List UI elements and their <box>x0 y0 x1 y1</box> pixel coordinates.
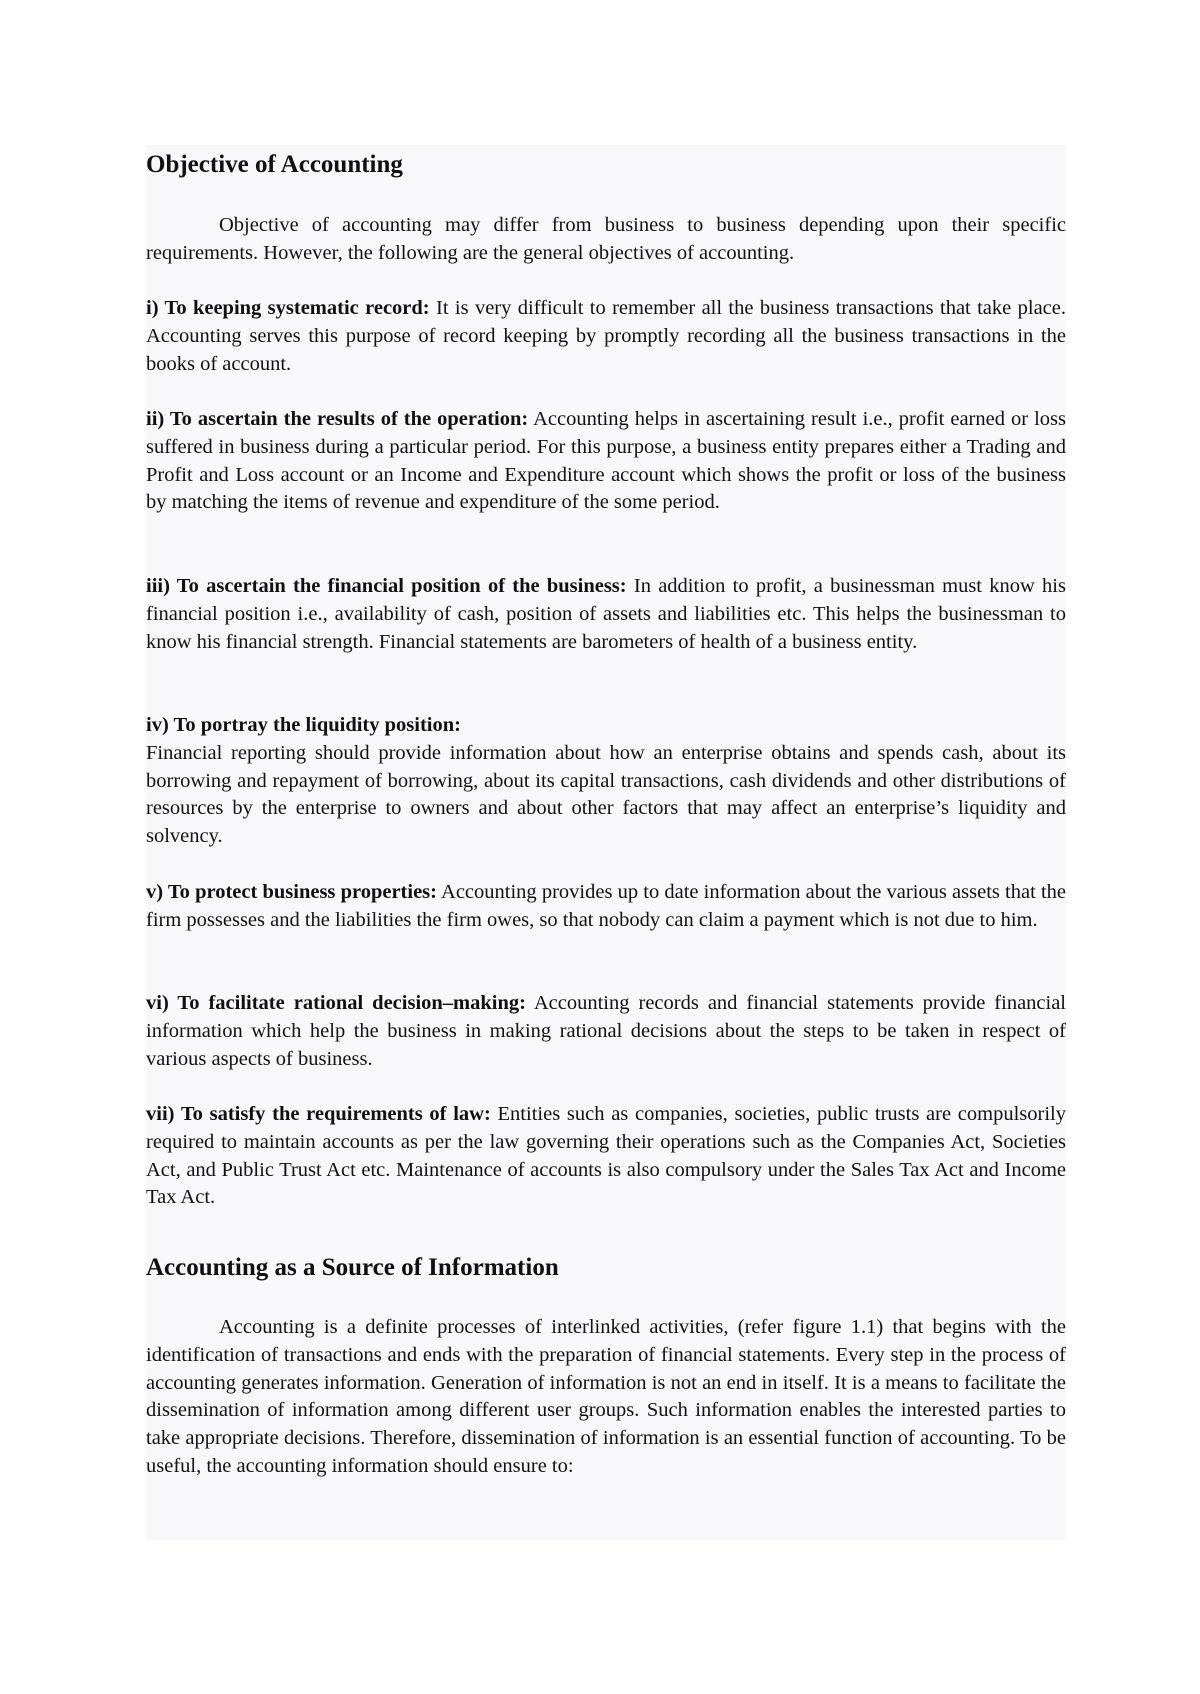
objective-item-2-label: ii) To ascertain the results of the operation: <box>146 408 529 430</box>
objective-item-1 <box>146 295 1066 378</box>
objective-item-6-label: vi) To facilitate rational decision–making: <box>146 992 526 1014</box>
objective-intro-paragraph: Objective of accounting may differ from business to business depending upon their specific requirements. However, the following are the general objectives of accounting. <box>146 214 1066 264</box>
objective-item-1-label: i) To keeping systematic record: <box>146 297 430 319</box>
objective-item-1-text: It is very difficult to remember all the business transactions that take place. Accounting serves this purpose of record keeping by promptly recording all the business transactions in the books of account. <box>146 297 1066 375</box>
objective-item-4-text: Financial reporting should provide information about how an enterprise obtains and spends cash, about its borrowing and repayment of borrowing, about its capital transactions, cash dividends and other distributions of resources by the enterprise to owners and about other factors that may affect an enterprise’s liquidity and solvency. <box>146 741 1066 848</box>
objective-item-7-label: vii) To satisfy the requirements of law: <box>146 1103 491 1125</box>
objective-item-7 <box>146 1101 1066 1212</box>
objective-item-6-text: Accounting records and financial statements provide financial information which help the business in making rational decisions about the steps to be taken in respect of various aspects of business. <box>146 992 1067 1070</box>
objective-item-2-text: Accounting helps in ascertaining result i.e., profit earned or loss suffered in business during a particular period. For this purpose, a business entity prepares either a Trading and Profit and Loss account or an Income and Expenditure account which shows the profit or loss of the business by matching the items of revenue and expenditure of the some period. <box>146 408 1066 514</box>
section-heading-objective: Objective of Accounting <box>146 151 403 178</box>
objective-item-3-label: iii) To ascertain the financial position of the business: <box>146 575 627 597</box>
objective-item-3 <box>146 573 1066 656</box>
source-of-information-paragraph: Accounting is a definite processes of interlinked activities, (refer figure 1.1) that begins with the identification of transactions and ends with the preparation of financial statements. Every step in the process of accounting generates information. Generation of information is not an end in itself. It is a means to facilitate the dissemination of information among different user groups. Such information enables the interested parties to take appropriate decisions. Therefore, dissemination of information is an essential function of accounting. To be useful, the accounting information should ensure to: <box>146 1316 1066 1477</box>
objective-item-5 <box>146 879 1066 935</box>
objective-item-5-text: Accounting provides up to date information about the various assets that the firm possesses and the liabilities the firm owes, so that nobody can claim a payment which is not due to him. <box>146 881 1066 931</box>
objective-item-3-text: In addition to profit, a businessman must know his financial position i.e., availability of cash, position of assets and liabilities etc. This helps the businessman to know his financial strength. Financial statements are barometers of health of a business entity. <box>146 575 1066 653</box>
section-heading-source-of-information: Accounting as a Source of Information <box>146 1254 559 1281</box>
objective-item-4-label: iv) To portray the liquidity position: <box>146 714 461 736</box>
objective-item-2 <box>146 406 1066 517</box>
objective-item-4 <box>146 712 1066 851</box>
objective-item-6 <box>146 990 1066 1073</box>
objective-item-5-label: v) To protect business properties: <box>146 881 437 903</box>
objective-item-7-text: Entities such as companies, societies, public trusts are compulsorily required to maintain accounts as per the law governing their operations such as the Companies Act, Societies Act, and Public Trust Act etc. Maintenance of accounts is also compulsory under the Sales Tax Act and Income Tax Act. <box>146 1103 1066 1209</box>
